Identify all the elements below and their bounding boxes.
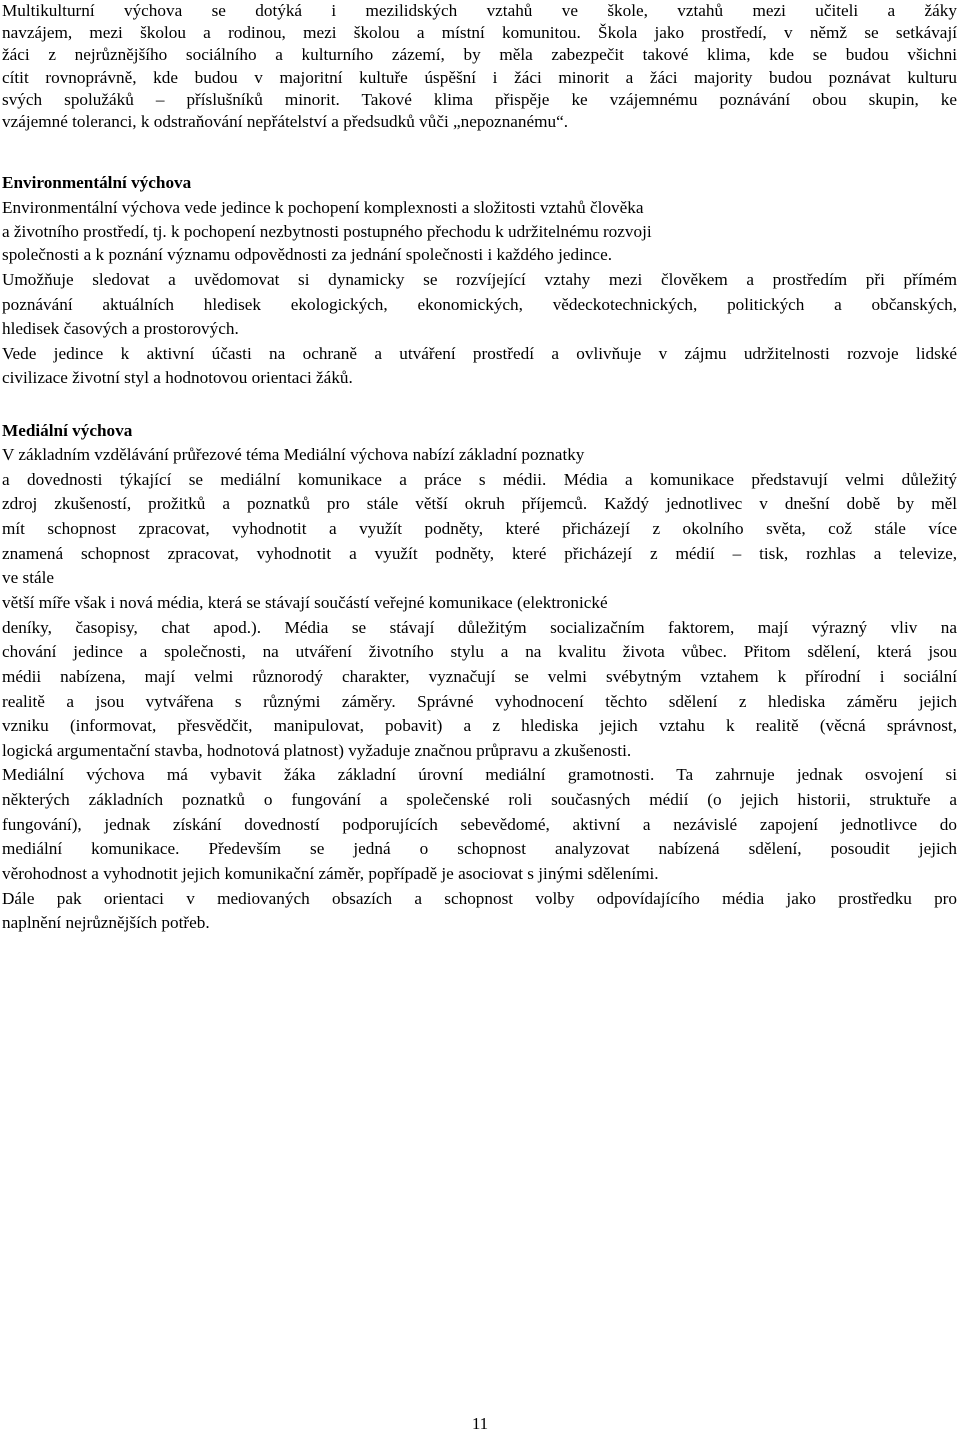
media-line: realitě a jsou vytvářena s různými záměry. Správné vyhodnocení těchto sdělení z hlediska záměru jejich bbox=[2, 692, 957, 711]
media-line: fungování), jednak získání dovedností podporujících sebevědomé, aktivní a nezávislé zapojení jednotlivce do bbox=[2, 815, 957, 834]
media-line: některých základních poznatků o fungování a společenské roli současných médií (o jejich historii, struktuře a bbox=[2, 790, 957, 809]
media-line: mít schopnost zpracovat, vyhodnotit a využít podněty, které přicházejí z okolního světa, což stále více bbox=[2, 519, 957, 538]
environmental-line: společnosti a k poznání významu odpovědnosti za jednání společnosti i každého jedince. bbox=[2, 245, 612, 264]
media-line: deníky, časopisy, chat apod.). Média se stávají důležitým socializačním faktorem, mají výrazný vliv na bbox=[2, 618, 957, 637]
media-line: věrohodnost a vyhodnotit jejich komunikační záměr, popřípadě je asociovat s jinými sděleními. bbox=[2, 864, 659, 883]
intro-line: vzájemné toleranci, k odstraňování nepřátelství a předsudků vůči „nepoznanému“. bbox=[2, 112, 569, 131]
media-line: ve stále bbox=[2, 568, 55, 587]
intro-line: cítit rovnoprávně, kde budou v majoritní kultuře úspěšní i žáci minorit a žáci majority budou poznávat kulturu bbox=[2, 68, 957, 87]
intro-line: navzájem, mezi školou a rodinou, mezi školou a místní komunitou. Škola jako prostředí, v němž se setkávají bbox=[2, 23, 957, 42]
media-line: zdroj zkušeností, prožitků a poznatků pro stále větší okruh příjemců. Každý jednotlivec v dnešní době by měl bbox=[2, 494, 957, 513]
media-line: větší míře však i nová média, která se stávají součástí veřejné komunikace (elektronické bbox=[2, 593, 608, 612]
page-number: 11 bbox=[471, 1414, 489, 1433]
environmental-line: hledisek časových a prostorových. bbox=[2, 319, 239, 338]
media-line: vzniku (informovat, přesvědčit, manipulovat, pobavit) a z hlediska jejich vztahu k realitě (věcná správnost, bbox=[2, 716, 957, 735]
intro-line: žáci z nejrůznějšího sociálního a kulturního zázemí, by měla zabezpečit takové klima, kde se budou všichni bbox=[2, 45, 957, 64]
media-line: Dále pak orientaci v mediovaných obsazích a schopnost volby odpovídajícího média jako prostředku pro bbox=[2, 889, 957, 908]
section-heading-environmental: Environmentální výchova bbox=[2, 173, 192, 192]
media-line: V základním vzdělávání průřezové téma Mediální výchova nabízí základní poznatky bbox=[2, 445, 585, 464]
environmental-line: civilizace životní styl a hodnotovou orientaci žáků. bbox=[2, 368, 353, 387]
media-line: chování jedince a společnosti, na utváření životního stylu a na kvalitu života vůbec. Přitom sdělení, která jsou bbox=[2, 642, 957, 661]
environmental-line: Vede jedince k aktivní účasti na ochraně a utváření prostředí a ovlivňuje v zájmu udržitelnosti rozvoje lidské bbox=[2, 344, 957, 363]
media-line: médii nabízena, mají velmi různorodý charakter, vyznačují se velmi svébytným vztahem k přírodní i sociální bbox=[2, 667, 957, 686]
media-line: znamená schopnost zpracovat, vyhodnotit a využít podněty, které přicházejí z médií – tisk, rozhlas a televize, bbox=[2, 544, 957, 563]
media-line: Mediální výchova má vybavit žáka základní úrovní mediální gramotnosti. Ta zahrnuje jednak osvojení si bbox=[2, 765, 957, 784]
media-line: naplnění nejrůznějších potřeb. bbox=[2, 913, 210, 932]
section-heading-media: Mediální výchova bbox=[2, 421, 133, 440]
media-line: logická argumentační stavba, hodnotová platnost) vyžaduje značnou průpravu a zkušenosti. bbox=[2, 741, 632, 760]
intro-line: svých spolužáků – příslušníků minorit. Takové klima přispěje ke vzájemnému poznávání obou skupin, ke bbox=[2, 90, 957, 109]
media-line: mediální komunikace. Především se jedná o schopnost analyzovat nabízená sdělení, posoudit jejich bbox=[2, 839, 957, 858]
intro-line: Multikulturní výchova se dotýká i mezilidských vztahů ve škole, vztahů mezi učiteli a žáky bbox=[2, 1, 957, 20]
environmental-line: poznávání aktuálních hledisek ekologických, ekonomických, vědeckotechnických, politických a občanských, bbox=[2, 295, 957, 314]
environmental-line: a životního prostředí, tj. k pochopení nezbytnosti postupného přechodu k udržitelnému rozvoji bbox=[2, 222, 652, 241]
media-line: a dovednosti týkající se mediální komunikace a práce s médii. Média a komunikace představují velmi důležitý bbox=[2, 470, 957, 489]
environmental-line: Environmentální výchova vede jedince k pochopení komplexnosti a složitosti vztahů člověka bbox=[2, 198, 644, 217]
environmental-line: Umožňuje sledovat a uvědomovat si dynamicky se rozvíjející vztahy mezi člověkem a prostředím při přímém bbox=[2, 270, 957, 289]
